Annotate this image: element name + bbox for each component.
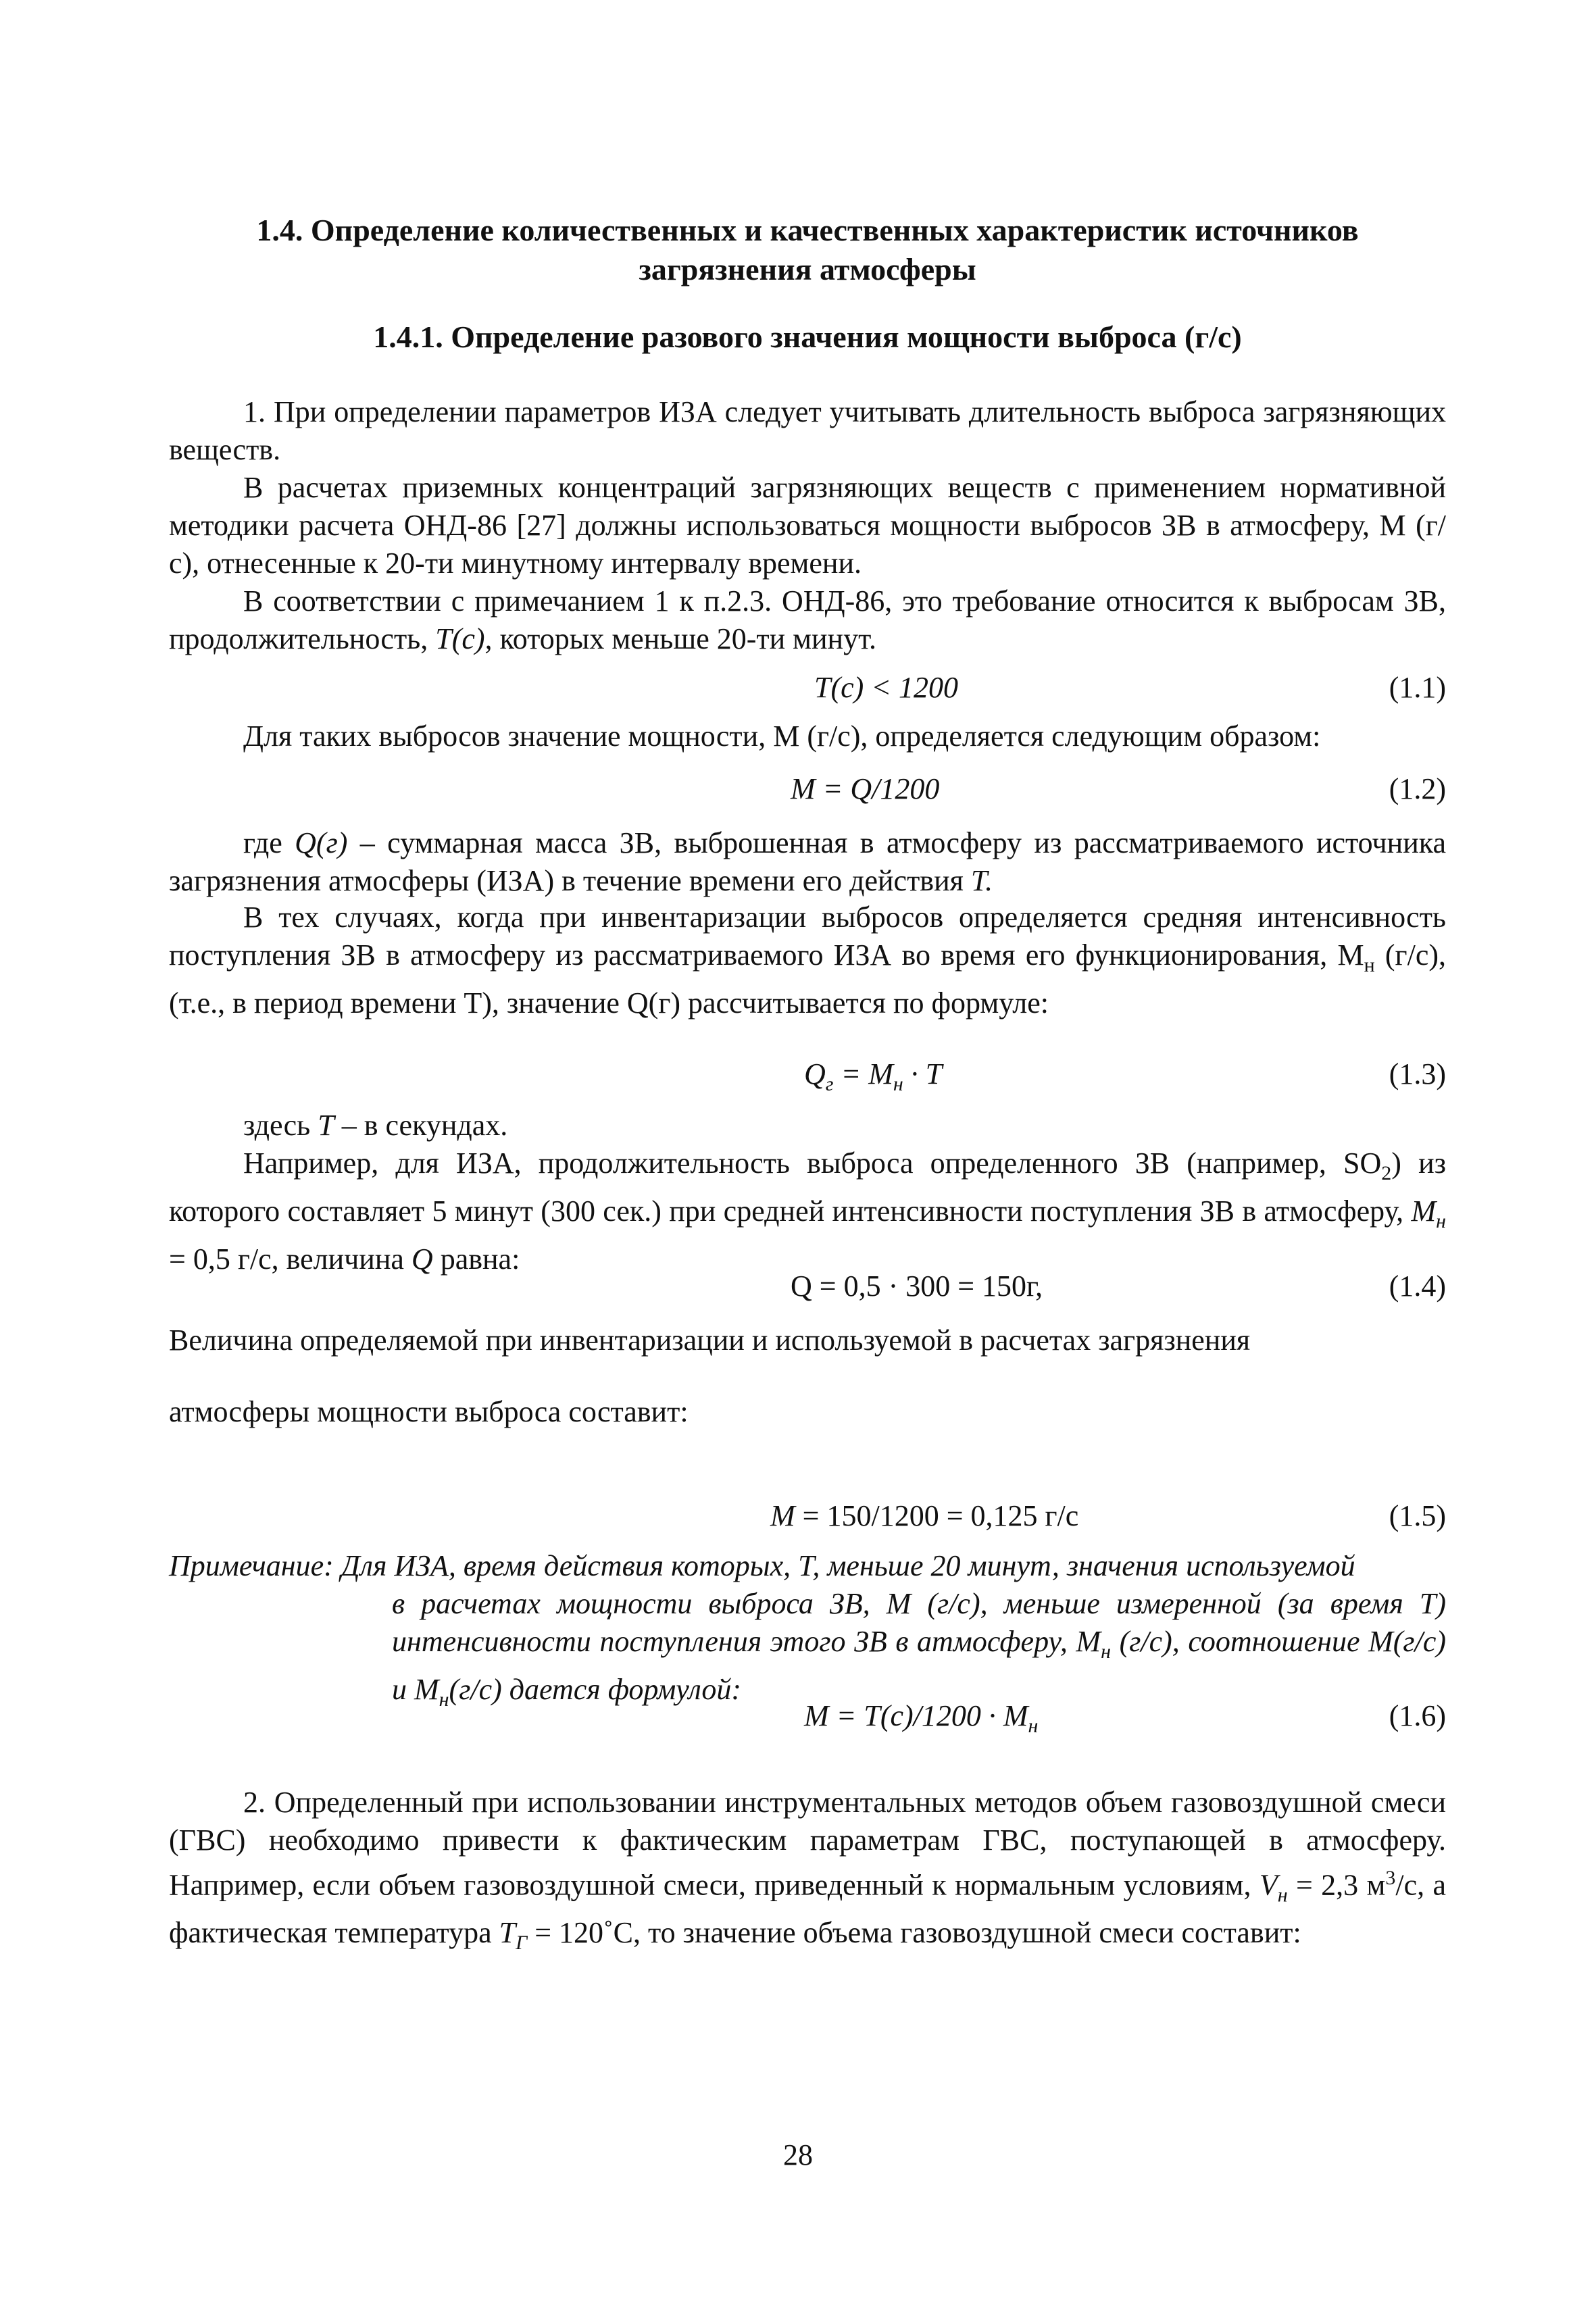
equation-1-6 <box>169 1697 1446 1738</box>
equation-number: (1.2) <box>1389 772 1446 805</box>
page-number: 28 <box>783 2138 813 2171</box>
equation-number: (1.1) <box>1389 671 1446 704</box>
paragraph-11: 2. Определенный при использовании инструментальных методов объем газовоздушной смеси (ГВС) необходимо привести к фактическим параметрам ГВС, поступающей в атмосферу. Например, если объем газовоздушной смеси, приведенный к нормальным условиям, $V_н = 2,3$ $м^3/с$, а фактическая температура $T_Г$ = 120˚С, то значение объема газовоздушной смеси составит: <box>169 1786 1446 1955</box>
equation-formula: M = Q/1200 <box>791 772 940 805</box>
equation-1-4 <box>169 1267 1446 1308</box>
equation-formula: $M = T(c)/1200 \cdot M_н$ <box>804 1699 1039 1737</box>
equation-number: (1.6) <box>1389 1699 1446 1732</box>
paragraph-1: 1. При определении параметров ИЗА следует учитывать длительность выброса загрязняющих веществ. <box>169 395 1446 466</box>
equation-number: (1.3) <box>1389 1057 1446 1090</box>
paragraph-4: Для таких выбросов значение мощности, М (г/с), определяется следующим образом: <box>243 720 1321 753</box>
paragraph-5: где Q(г) – суммарная масса ЗВ, выброшенная в атмосферу из рассматриваемого источника загрязнения атмосферы (ИЗА) в течение времени его действия T. <box>169 826 1447 897</box>
paragraph-7: здесь T – в секундах. <box>243 1109 508 1142</box>
equation-formula: M = 150/1200 = 0,125 г/с <box>770 1499 1079 1532</box>
section-heading-line-2: загрязнения атмосферы <box>639 252 976 286</box>
equation-1-1 <box>169 669 1446 709</box>
paragraph-2: В расчетах приземных концентраций загрязняющих веществ с применением нормативной методики расчета ОНД-86 [27] должны использоваться мощности выбросов ЗВ в атмосферу, М (г/с), отнесенные к 20-ти минутному интервалу времени. <box>169 471 1446 580</box>
paragraph-8: Например, для ИЗА, продолжительность выброса определенного ЗВ (например, $SO_2$) из которого составляет 5 минут (300 сек.) при средней интенсивности поступления ЗВ в атмосферу, $M_н = 0,5$ г/с, величина Q равна: <box>169 1147 1446 1276</box>
section-heading <box>169 211 1446 289</box>
subsection-heading: 1.4.1. Определение разового значения мощности выброса (г/с) <box>373 320 1242 354</box>
section-heading-line-1: 1.4. Определение количественных и качественных характеристик источников <box>256 213 1359 247</box>
equation-number: (1.4) <box>1389 1269 1446 1303</box>
note-first-line: Примечание: Для ИЗА, время действия которых, T, меньше 20 минут, значения используемой <box>169 1549 1355 1582</box>
equation-1-5 <box>169 1497 1446 1538</box>
paragraph-10: атмосферы мощности выброса составит: <box>169 1395 689 1428</box>
equation-formula: Q = 0,5 · 300 = 150г, <box>791 1269 1043 1303</box>
paragraph-3: В соответствии с примечанием 1 к п.2.3. ОНД-86, это требование относится к выбросам ЗВ, продолжительность, T(c), которых меньше 20-ти минут. <box>169 584 1446 655</box>
equation-number: (1.5) <box>1389 1499 1446 1532</box>
equation-1-3 <box>169 1055 1446 1096</box>
note-block <box>169 1547 1446 1719</box>
paragraph-6: В тех случаях, когда при инвентаризации выбросов определяется средняя интенсивность поступления ЗВ в атмосферу из рассматриваемого ИЗА во время его функционирования, $М_н$ (г/с), (т.е., в период времени Т), значение Q(г) рассчитывается по формуле: <box>169 901 1447 1020</box>
note-continuation: в расчетах мощности выброса ЗВ, M (г/с), меньше измеренной (за время T) интенсивности поступления этого ЗВ в атмосферу, $M_н$ (г/с), соотношение M(г/с) и $M_н(г/с)$ дается формулой: <box>392 1587 1446 1711</box>
equation-formula: T(c) < 1200 <box>814 671 958 704</box>
paragraph-9: Величина определяемой при инвентаризации и используемой в расчетах загрязнения <box>169 1324 1251 1357</box>
equation-formula: $Q_г = M_н \cdot T$ <box>804 1057 943 1095</box>
equation-1-2 <box>169 770 1446 811</box>
